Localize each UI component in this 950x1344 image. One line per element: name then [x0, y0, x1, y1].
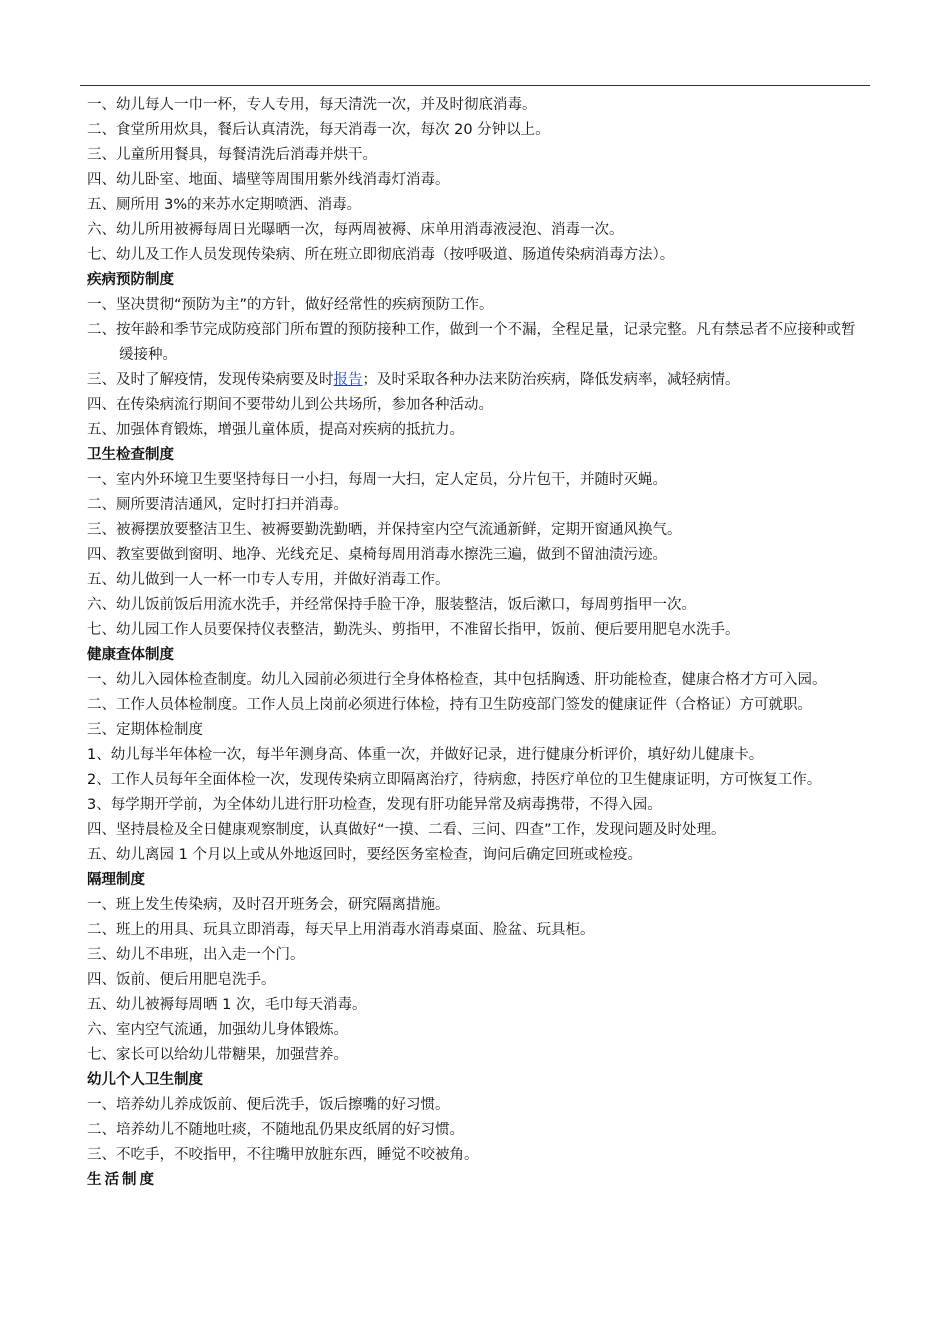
isolation-item-3: 三、幼儿不串班，出入走一个门。 — [87, 947, 305, 963]
disinfection-item-3: 三、儿童所用餐具，每餐清洗后消毒并烘干。 — [87, 147, 377, 163]
checkup-item-4: 四、坚持晨检及全日健康观察制度，认真做好“一摸、二看、三问、四查”工作，发现问题及时处理。 — [87, 822, 726, 838]
isolation-item-5: 五、幼儿被褥每周晒 1 次，毛巾每天消毒。 — [87, 997, 367, 1013]
isolation-item-4: 四、饭前、便后用肥皂洗手。 — [87, 972, 276, 988]
checkup-item-1: 一、幼儿入园体检查制度。幼儿入园前必须进行全身体格检查，其中包括胸透、肝功能检查，健康合格才方可入园。 — [87, 672, 827, 688]
prevention-item-3 — [87, 368, 865, 393]
inspection-item-6: 六、幼儿饭前饭后用流水洗手，并经常保持手脸干净，服装整洁，饭后漱口，每周剪指甲一次。 — [87, 597, 696, 613]
section-heading-isolation: 隔理制度 — [87, 872, 145, 888]
prevention-item-3-text-before: 三、及时了解疫情，发现传染病要及时 — [87, 372, 334, 388]
checkup-subitem-1: 1、幼儿每半年体检一次，每半年测身高、体重一次，并做好记录，进行健康分析评价，填好幼儿健康卡。 — [87, 747, 764, 763]
prevention-item-2: 二、按年龄和季节完成防疫部门所布置的预防接种工作，做到一个不漏，全程足量，记录完整。凡有禁忌者不应接种或暂缓接种。 — [87, 322, 856, 363]
section-heading-hygiene-inspection: 卫生检查制度 — [87, 447, 174, 463]
personal-hygiene-item-2: 二、培养幼儿不随地吐痰，不随地乱仍果皮纸屑的好习惯。 — [87, 1122, 464, 1138]
checkup-item-2: 二、工作人员体检制度。工作人员上岗前必须进行体检，持有卫生防疫部门签发的健康证件（合格证）方可就职。 — [87, 697, 812, 713]
header-rule — [80, 85, 870, 86]
prevention-item-1: 一、坚决贯彻“预防为主”的方针，做好经常性的疾病预防工作。 — [87, 297, 494, 313]
isolation-item-1: 一、班上发生传染病，及时召开班务会，研究隔离措施。 — [87, 897, 450, 913]
isolation-item-2: 二、班上的用具、玩具立即消毒，每天早上用消毒水消毒桌面、脸盆、玩具柜。 — [87, 922, 595, 938]
prevention-item-3-text-after: ；及时采取各种办法来防治疾病，降低发病率，减轻病情。 — [362, 372, 740, 388]
prevention-item-4: 四、在传染病流行期间不要带幼儿到公共场所，参加各种活动。 — [87, 397, 493, 413]
section-heading-disease-prevention: 疾病预防制度 — [87, 272, 174, 288]
disinfection-item-6: 六、幼儿所用被褥每周日光曝晒一次，每两周被褥、床单用消毒液浸泡、消毒一次。 — [87, 222, 624, 238]
disinfection-item-1: 一、幼儿每人一巾一杯，专人专用，每天清洗一次，并及时彻底消毒。 — [87, 97, 537, 113]
section-heading-personal-hygiene: 幼儿个人卫生制度 — [87, 1072, 203, 1088]
inspection-item-5: 五、幼儿做到一人一杯一巾专人专用，并做好消毒工作。 — [87, 572, 450, 588]
inspection-item-2: 二、厕所要清洁通风，定时打扫并消毒。 — [87, 497, 348, 513]
section-heading-daily-life: 生活制度 — [87, 1172, 157, 1188]
isolation-item-7: 七、家长可以给幼儿带糖果，加强营养。 — [87, 1047, 348, 1063]
checkup-item-5: 五、幼儿离园 1 个月以上或从外地返回时，要经医务室检查，询问后确定回班或检疫。 — [87, 847, 642, 863]
document-body — [87, 93, 865, 1193]
inspection-item-7: 七、幼儿园工作人员要保持仪表整洁，勤洗头、剪指甲，不准留长指甲，饭前、便后要用肥皂水洗手。 — [87, 622, 740, 638]
prevention-item-5: 五、加强体育锻炼，增强儿童体质，提高对疾病的抵抗力。 — [87, 422, 464, 438]
disinfection-item-7: 七、幼儿及工作人员发现传染病、所在班立即彻底消毒（按呼吸道、肠道传染病消毒方法）。 — [87, 247, 675, 263]
inspection-item-1: 一、室内外环境卫生要坚持每日一小扫，每周一大扫，定人定员，分片包干，并随时灭蝇。 — [87, 472, 667, 488]
section-heading-health-checkup: 健康查体制度 — [87, 647, 174, 663]
personal-hygiene-item-3: 三、不吃手，不咬指甲，不往嘴甲放脏东西，睡觉不咬被角。 — [87, 1147, 479, 1163]
inspection-item-4: 四、教室要做到窗明、地净、光线充足、桌椅每周用消毒水擦洗三遍，做到不留油渍污迹。 — [87, 547, 667, 563]
checkup-subitem-2: 2、工作人员每年全面体检一次，发现传染病立即隔离治疗，待病愈，持医疗单位的卫生健康证明，方可恢复工作。 — [87, 772, 822, 788]
checkup-subitem-3: 3、每学期开学前，为全体幼儿进行肝功检查，发现有肝功能异常及病毒携带，不得入园。 — [87, 797, 662, 813]
inspection-item-3: 三、被褥摆放要整洁卫生、被褥要勤洗勤晒，并保持室内空气流通新鲜，定期开窗通风换气。 — [87, 522, 682, 538]
checkup-item-3: 三、定期体检制度 — [87, 722, 203, 738]
disinfection-item-4: 四、幼儿卧室、地面、墙壁等周围用紫外线消毒灯消毒。 — [87, 172, 450, 188]
personal-hygiene-item-1: 一、培养幼儿养成饭前、便后洗手，饭后擦嘴的好习惯。 — [87, 1097, 450, 1113]
disinfection-item-5: 五、厕所用 3%的来苏水定期喷洒、消毒。 — [87, 197, 362, 213]
disinfection-item-2: 二、食堂所用炊具，餐后认真清洗，每天消毒一次，每次 20 分钟以上。 — [87, 122, 550, 138]
isolation-item-6: 六、室内空气流通，加强幼儿身体锻炼。 — [87, 1022, 348, 1038]
report-link[interactable]: 报告 — [333, 372, 363, 388]
